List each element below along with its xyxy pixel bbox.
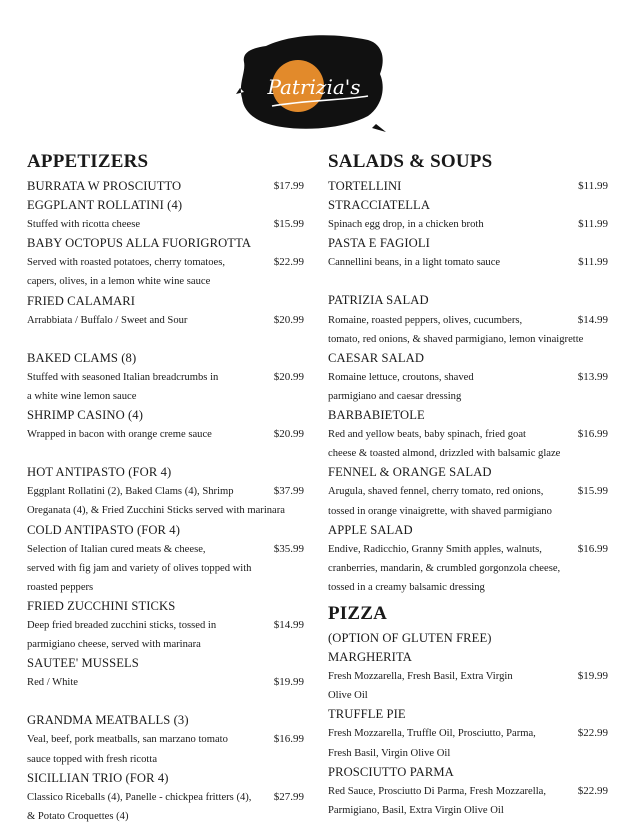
menu-item-name: BARBABIETOLE	[328, 408, 425, 423]
menu-item-name: (OPTION OF GLUTEN FREE)	[328, 630, 492, 645]
menu-item-description-row	[27, 482, 304, 501]
restaurant-logo	[236, 28, 386, 138]
menu-item-description: Romaine, roasted peppers, olives, cucumbers,	[328, 314, 523, 326]
menu-item-name: APPLE SALAD	[328, 522, 413, 537]
menu-item-description-row	[27, 673, 304, 692]
menu-item-description-row	[328, 559, 608, 578]
appetizers-heading: APPETIZERS	[27, 151, 149, 172]
menu-item-name-row	[328, 648, 608, 667]
menu-item-price: $35.99	[273, 542, 304, 555]
menu-item-description: cranberries, mandarin, & crumbled gorgonzola cheese,	[328, 562, 561, 574]
menu-item-price: $19.99	[577, 670, 608, 683]
menu-item-description: Arrabbiata / Buffalo / Sweet and Sour	[27, 314, 188, 326]
menu-item-name-row	[328, 629, 608, 648]
menu-item-description-row	[27, 807, 304, 826]
menu-item-price: $19.99	[273, 676, 304, 689]
menu-item-description: Red Sauce, Prosciutto Di Parma, Fresh Mozzarella,	[328, 785, 546, 797]
menu-item-description: cheese & toasted almond, drizzled with balsamic glaze	[328, 448, 561, 460]
menu-item-price: $15.99	[577, 485, 608, 498]
menu-item-price: $14.99	[273, 618, 304, 631]
menu-item-name: FRIED ZUCCHINI STICKS	[27, 598, 176, 613]
menu-item-name: TRUFFLE PIE	[328, 707, 406, 722]
menu-item-price: $20.99	[273, 313, 304, 326]
spacer	[27, 692, 304, 711]
menu-item-name: SICILLIAN TRIO (FOR 4)	[27, 770, 169, 785]
logo-wordmark: Patrizia's	[267, 75, 361, 99]
menu-item-description-row	[27, 540, 304, 559]
menu-item-description: Olive Oil	[328, 690, 368, 702]
menu-item-description: Romaine lettuce, croutons, shaved	[328, 371, 474, 383]
menu-item-name-row	[27, 349, 304, 368]
menu-item-description: Red and yellow beats, baby spinach, fried goat	[328, 429, 526, 441]
menu-item-name: COLD ANTIPASTO (FOR 4)	[27, 522, 180, 537]
menu-item-name: BAKED CLAMS (8)	[27, 350, 137, 365]
menu-item-description-row	[27, 616, 304, 635]
menu-item-price: $14.99	[577, 313, 608, 326]
spacer	[328, 272, 608, 291]
menu-item-description: Oreganata (4), & Fried Zucchini Sticks served with marinara	[27, 505, 285, 517]
menu-item-description: Veal, beef, pork meatballs, san marzano tomato	[27, 734, 228, 746]
menu-item-description: Fresh Mozzarella, Fresh Basil, Extra Virgin	[328, 671, 513, 683]
menu-item-name-row	[328, 463, 608, 482]
menu-item-description-row	[328, 540, 608, 559]
menu-item-price: $16.99	[273, 733, 304, 746]
menu-item-name-row	[328, 406, 608, 425]
menu-item-price: $15.99	[273, 218, 304, 231]
menu-item-name: HOT ANTIPASTO (FOR 4)	[27, 465, 172, 480]
menu-item-description-row	[27, 559, 304, 578]
menu-item-name-row	[328, 234, 608, 253]
menu-item-name: EGGPLANT ROLLATINI (4)	[27, 198, 183, 213]
menu-item-price: $22.99	[577, 784, 608, 797]
menu-item-name-row	[27, 196, 304, 215]
menu-item-name-row	[328, 763, 608, 782]
menu-item-description: served with fig jam and variety of olives topped with	[27, 562, 252, 574]
menu-item-description: Selection of Italian cured meats & cheese,	[27, 543, 206, 555]
menu-item-price: $22.99	[273, 256, 304, 269]
menu-item-name-row	[27, 463, 304, 482]
menu-item-name-row	[27, 234, 304, 253]
menu-item-description-row	[328, 311, 608, 330]
menu-item-price: $16.99	[577, 542, 608, 555]
menu-item-description: tossed in a creamy balsamic dressing	[328, 581, 485, 593]
menu-item-price: $11.99	[578, 256, 608, 269]
menu-item-name-row	[328, 705, 608, 724]
menu-item-name-row	[27, 406, 304, 425]
menu-item-description: & Potato Croquettes (4)	[27, 810, 129, 822]
menu-item-name: PATRIZIA SALAD	[328, 293, 429, 308]
menu-item-description-row	[328, 330, 608, 349]
menu-item-name: MARGHERITA	[328, 650, 412, 665]
menu-item-description-row	[328, 744, 608, 763]
menu-item-description: a white wine lemon sauce	[27, 390, 137, 402]
menu-item-name: FRIED CALAMARI	[27, 293, 136, 308]
menu-item-name: STRACCIATELLA	[328, 198, 431, 213]
menu-item-description-row	[328, 801, 608, 820]
menu-item-name-row	[27, 654, 304, 673]
menu-item-price: $13.99	[577, 370, 608, 383]
menu-item-price: $17.99	[273, 180, 304, 192]
menu-item-name: PASTA E FAGIOLI	[328, 236, 430, 251]
salads-soups-heading: SALADS & SOUPS	[328, 151, 493, 172]
menu-item-description: Fresh Basil, Virgin Olive Oil	[328, 747, 451, 759]
menu-item-description-row	[328, 482, 608, 501]
menu-item-description-row	[328, 502, 608, 521]
salads-pizza-column	[328, 150, 608, 820]
menu-item-description-row	[328, 387, 608, 406]
menu-item-description: parmigiano and caesar dressing	[328, 390, 462, 402]
menu-item-price: $22.99	[577, 727, 608, 740]
menu-item-description: roasted peppers	[27, 581, 94, 593]
menu-item-description-row	[27, 730, 304, 749]
menu-item-description-row	[328, 368, 608, 387]
menu-item-description: Arugula, shaved fennel, cherry tomato, red onions,	[328, 486, 544, 498]
menu-item-description: Classico Riceballs (4), Panelle - chickpea fritters (4),	[27, 791, 252, 803]
menu-item-description: Fresh Mozzarella, Truffle Oil, Prosciutto, Parma,	[328, 728, 536, 740]
menu-item-name: TORTELLINI	[328, 179, 402, 193]
menu-item-name-row	[27, 521, 304, 540]
menu-item-description-row	[328, 667, 608, 686]
menu-item-name-row	[328, 521, 608, 540]
menu-item-description-row	[328, 782, 608, 801]
menu-item-description-row	[328, 425, 608, 444]
menu-item-price: $11.99	[578, 180, 608, 192]
menu-item-name-row	[27, 597, 304, 616]
salads-soups-list	[328, 177, 608, 597]
menu-item-description-row	[328, 578, 608, 597]
menu-item-description-row	[328, 444, 608, 463]
pizza-list	[328, 629, 608, 820]
menu-item-description: Served with roasted potatoes, cherry tomatoes,	[27, 257, 225, 269]
menu-item-name: FENNEL & ORANGE SALAD	[328, 465, 492, 480]
menu-item-name-row	[27, 711, 304, 730]
menu-item-description: Eggplant Rollatini (2), Baked Clams (4), Shrimp	[27, 486, 234, 498]
menu-item-price: $20.99	[273, 428, 304, 441]
menu-item-name: SAUTEE' MUSSELS	[27, 656, 139, 671]
menu-item-name-row	[27, 769, 304, 788]
menu-item-description-row	[27, 425, 304, 444]
menu-item-description: tossed in orange vinaigrette, with shaved parmigiano	[328, 505, 552, 517]
menu-item-name-row	[328, 196, 608, 215]
menu-item-name: BABY OCTOPUS ALLA FUORIGROTTA	[27, 236, 252, 251]
menu-item-description: Cannellini beans, in a light tomato sauce	[328, 257, 501, 269]
appetizers-list	[27, 177, 304, 826]
menu-item-name-row	[328, 291, 608, 310]
menu-item-description: capers, olives, in a lemon white wine sauce	[27, 276, 211, 288]
menu-item-name-row	[27, 292, 304, 311]
menu-item-description: Stuffed with seasoned Italian breadcrumbs in	[27, 371, 219, 383]
menu-item-description-row	[27, 578, 304, 597]
menu-item-price: $37.99	[273, 485, 304, 498]
menu-item-description: parmigiano cheese, served with marinara	[27, 639, 201, 651]
menu-item-description: Wrapped in bacon with orange creme sauce	[27, 429, 212, 441]
spacer	[27, 444, 304, 463]
appetizers-column	[27, 150, 304, 826]
menu-item-name: GRANDMA MEATBALLS (3)	[27, 713, 189, 728]
menu-item-description-row	[27, 311, 304, 330]
menu-item-name: SHRIMP CASINO (4)	[27, 408, 143, 423]
menu-item-description: Parmigiano, Basil, Extra Virgin Olive Oil	[328, 804, 504, 816]
menu-item-description: Red / White	[27, 677, 78, 689]
menu-item-description-row	[27, 215, 304, 234]
menu-item-name-row	[328, 177, 608, 196]
menu-item-description: Deep fried breaded zucchini sticks, tossed in	[27, 619, 217, 631]
menu-item-name: CAESAR SALAD	[328, 350, 425, 365]
spacer	[27, 330, 304, 349]
menu-item-description-row	[328, 253, 608, 272]
menu-item-price: $27.99	[273, 790, 304, 803]
pizza-heading: PIZZA	[328, 602, 388, 624]
menu-item-description-row	[27, 750, 304, 769]
menu-item-price: $16.99	[577, 428, 608, 441]
menu-item-description-row	[27, 635, 304, 654]
menu-item-name: BURRATA W PROSCIUTTO	[27, 179, 182, 193]
menu-item-price: $11.99	[578, 218, 608, 231]
menu-item-description: Stuffed with ricotta cheese	[27, 219, 141, 231]
brush-stroke-logo	[236, 28, 386, 138]
menu-item-description-row	[27, 501, 304, 520]
menu-item-description-row	[328, 215, 608, 234]
menu-item-description: sauce topped with fresh ricotta	[27, 753, 158, 765]
menu-item-description-row	[27, 788, 304, 807]
menu-item-description-row	[328, 724, 608, 743]
menu-item-description-row	[27, 387, 304, 406]
menu-item-name-row	[328, 349, 608, 368]
menu-item-description: Endive, Radicchio, Granny Smith apples, walnuts,	[328, 543, 542, 555]
menu-item-description-row	[27, 368, 304, 387]
menu-item-name-row	[27, 177, 304, 196]
menu-item-description: Spinach egg drop, in a chicken broth	[328, 219, 484, 231]
menu-item-description: tomato, red onions, & shaved parmigiano, lemon vinaigrette	[328, 333, 584, 345]
menu-item-description-row	[27, 272, 304, 291]
menu-item-description-row	[328, 686, 608, 705]
menu-item-name: PROSCIUTTO PARMA	[328, 764, 454, 779]
menu-item-description-row	[27, 253, 304, 272]
menu-item-price: $20.99	[273, 370, 304, 383]
